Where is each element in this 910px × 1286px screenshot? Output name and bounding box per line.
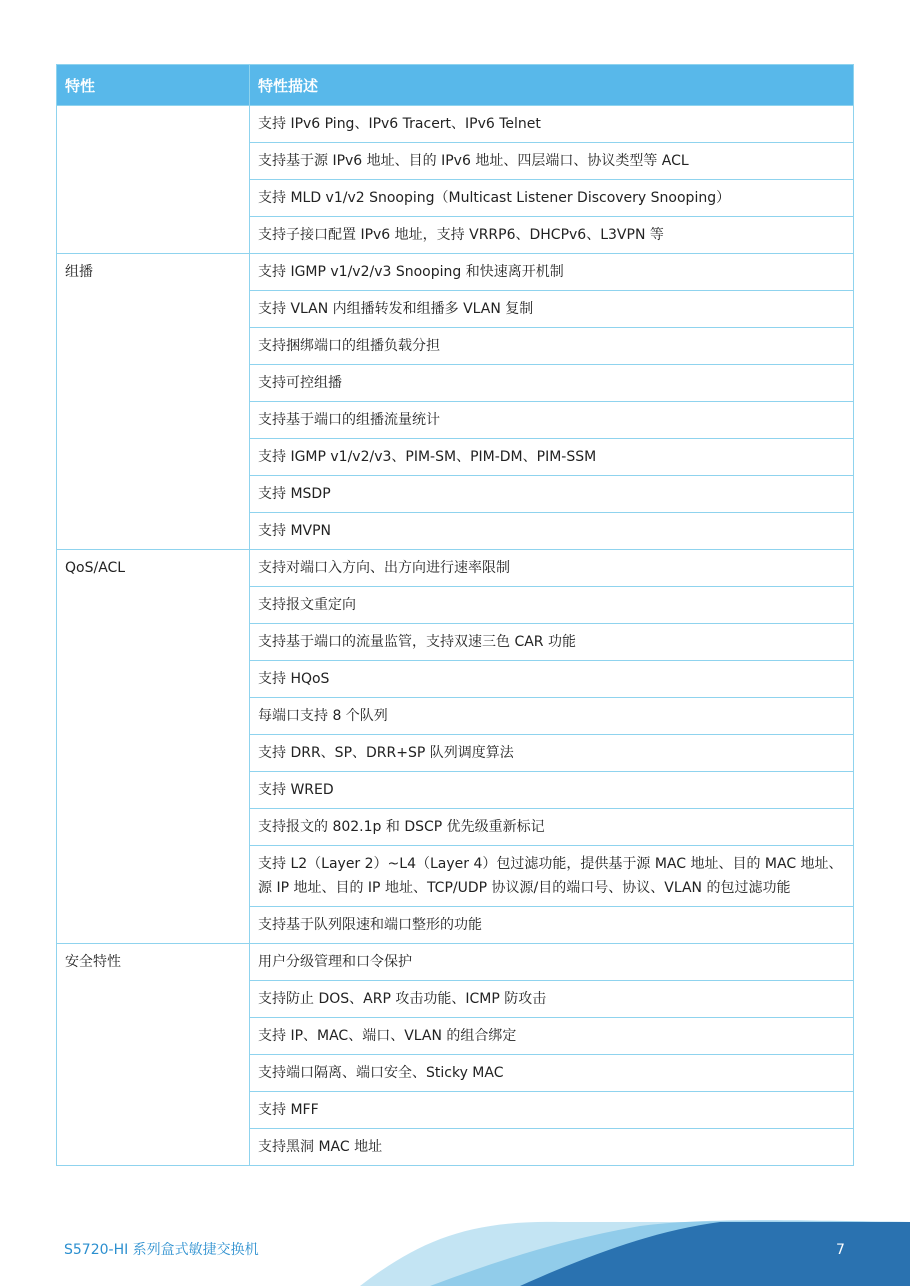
header-description: 特性描述 [250,65,854,106]
table-header-row [57,65,854,106]
feature-cell: 安全特性 [57,944,250,1166]
feature-cell: 组播 [57,254,250,550]
table-row [57,254,854,291]
description-cell: 支持基于源 IPv6 地址、目的 IPv6 地址、四层端口、协议类型等 ACL [250,143,854,180]
description-cell: 支持 MVPN [250,513,854,550]
description-cell: 用户分级管理和口令保护 [250,944,854,981]
description-cell: 支持报文的 802.1p 和 DSCP 优先级重新标记 [250,809,854,846]
description-cell: 支持可控组播 [250,365,854,402]
footer-document-title: S5720-HI 系列盒式敏捷交换机 [64,1242,259,1258]
description-cell: 支持子接口配置 IPv6 地址，支持 VRRP6、DHCPv6、L3VPN 等 [250,217,854,254]
description-cell: 支持防止 DOS、ARP 攻击功能、ICMP 防攻击 [250,981,854,1018]
description-cell: 支持基于端口的组播流量统计 [250,402,854,439]
table-row [57,106,854,143]
description-cell: 支持 IPv6 Ping、IPv6 Tracert、IPv6 Telnet [250,106,854,143]
feature-cell: QoS/ACL [57,550,250,944]
description-cell: 支持端口隔离、端口安全、Sticky MAC [250,1055,854,1092]
description-cell: 支持 DRR、SP、DRR+SP 队列调度算法 [250,735,854,772]
page-number: 7 [836,1242,845,1258]
description-cell: 支持报文重定向 [250,587,854,624]
description-cell: 支持 MSDP [250,476,854,513]
description-cell: 支持 HQoS [250,661,854,698]
description-cell: 支持 L2（Layer 2）~L4（Layer 4）包过滤功能，提供基于源 MAC 地址、目的 MAC 地址、源 IP 地址、目的 IP 地址、TCP/UDP 协议源/目的端口号、协议、VLAN 的包过滤功能 [250,846,854,907]
feature-spec-table [56,64,854,1166]
description-cell: 支持 IGMP v1/v2/v3 Snooping 和快速离开机制 [250,254,854,291]
table-row [57,550,854,587]
description-cell: 每端口支持 8 个队列 [250,698,854,735]
description-cell: 支持 IGMP v1/v2/v3、PIM-SM、PIM-DM、PIM-SSM [250,439,854,476]
description-cell: 支持捆绑端口的组播负载分担 [250,328,854,365]
description-cell: 支持 VLAN 内组播转发和组播多 VLAN 复制 [250,291,854,328]
description-cell: 支持 IP、MAC、端口、VLAN 的组合绑定 [250,1018,854,1055]
description-cell: 支持 MFF [250,1092,854,1129]
description-cell: 支持 WRED [250,772,854,809]
table-body [57,106,854,1166]
description-cell: 支持基于队列限速和端口整形的功能 [250,907,854,944]
description-cell: 支持黑洞 MAC 地址 [250,1129,854,1166]
header-feature: 特性 [57,65,250,106]
description-cell: 支持对端口入方向、出方向进行速率限制 [250,550,854,587]
description-cell: 支持基于端口的流量监管，支持双速三色 CAR 功能 [250,624,854,661]
feature-cell [57,106,250,254]
table-row [57,944,854,981]
description-cell: 支持 MLD v1/v2 Snooping（Multicast Listener Discovery Snooping） [250,180,854,217]
